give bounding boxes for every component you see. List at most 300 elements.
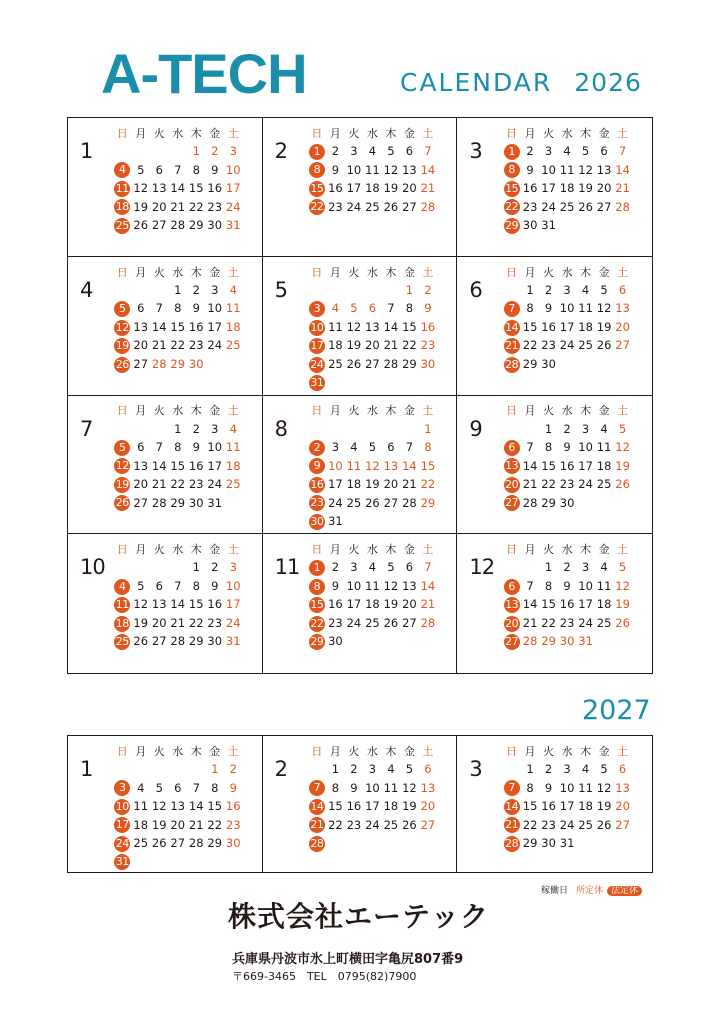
day-cell	[113, 301, 132, 317]
working-day-date: 26	[346, 356, 362, 371]
working-day-date: 3	[563, 282, 571, 297]
working-day-date: 11	[328, 319, 343, 334]
working-day-date: 12	[383, 578, 399, 593]
company-holiday-date: 5	[618, 560, 627, 575]
working-day-date: 28	[170, 218, 186, 232]
legal-holiday-date: 21	[505, 339, 519, 352]
week-row	[502, 457, 632, 476]
company-postal-phone: 〒669-3465 TEL 0795(82)7900	[232, 970, 417, 983]
working-day-date: 18	[365, 597, 380, 612]
company-holiday-date: 19	[615, 597, 630, 612]
working-day-date: 10	[365, 780, 380, 795]
working-day-date: 3	[331, 440, 340, 454]
week-row	[113, 281, 243, 300]
working-day-date: 26	[578, 199, 593, 214]
working-day-date: 9	[563, 440, 571, 454]
working-day-date: 26	[402, 817, 417, 832]
weekday-header: 水	[172, 265, 184, 279]
working-day-date: 19	[596, 319, 612, 334]
legal-holiday-date: 11	[115, 181, 129, 195]
legal-holiday-date: 25	[115, 218, 129, 232]
working-day-date: 9	[544, 301, 553, 316]
legal-holiday-date: 14	[505, 799, 519, 813]
working-day-date: 17	[207, 458, 223, 473]
working-day-date: 10	[578, 440, 593, 454]
working-day-date: 8	[544, 440, 553, 454]
working-day-date: 18	[133, 817, 149, 832]
working-day-date: 22	[522, 817, 538, 832]
working-day-date: 7	[387, 301, 395, 316]
working-day-date: 22	[170, 477, 186, 491]
working-day-date: 10	[541, 162, 556, 177]
working-day-date: 24	[346, 615, 362, 630]
working-day-date: 26	[151, 836, 167, 850]
working-day-date: 22	[188, 199, 204, 214]
working-day-date: 21	[522, 477, 538, 491]
weekday-header: 木	[190, 744, 202, 758]
company-holiday-date: 10	[328, 458, 343, 473]
company-holiday-date: 7	[618, 144, 627, 158]
week-row	[113, 161, 243, 180]
legal-holiday-date: 6	[504, 579, 520, 595]
weekday-header: 木	[385, 265, 397, 279]
company-holiday-date: 12	[365, 458, 380, 473]
working-day-date: 3	[544, 144, 553, 158]
working-day-date: 29	[402, 356, 417, 371]
weekday-header: 土	[227, 744, 239, 758]
working-day-date: 2	[526, 144, 534, 158]
working-day-date: 26	[383, 615, 399, 630]
working-day-date: 27	[365, 356, 380, 371]
company-holiday-date: 16	[420, 319, 436, 334]
legal-holiday-date: 15	[310, 181, 324, 195]
working-day-date: 16	[559, 597, 575, 612]
working-day-date: 9	[211, 578, 219, 593]
day-cell	[113, 854, 132, 870]
day-cell	[308, 375, 327, 391]
month-number: 9	[469, 416, 482, 441]
day-cell	[308, 616, 327, 632]
working-day-date: 13	[402, 162, 417, 177]
working-day-date: 22	[328, 817, 343, 832]
weekday-header: 水	[561, 543, 573, 556]
week-row	[308, 420, 438, 439]
weekday-header: 土	[227, 265, 239, 279]
week-row	[113, 143, 243, 162]
weekday-header: 日	[116, 543, 128, 556]
working-day-date: 1	[526, 762, 534, 776]
working-day-date: 31	[328, 514, 343, 528]
weekday-header: 日	[311, 126, 323, 140]
calendar-title	[400, 70, 642, 95]
legal-holiday-date: 5	[114, 301, 130, 317]
company-holiday-date: 6	[424, 762, 432, 776]
working-day-date: 1	[526, 282, 534, 297]
day-cell	[502, 616, 521, 632]
company-holiday-date: 19	[615, 458, 630, 473]
working-day-date: 20	[151, 615, 167, 630]
working-day-date: 20	[170, 817, 186, 832]
company-holiday-date: 12	[615, 440, 630, 454]
week-row	[308, 457, 438, 476]
working-day-date: 16	[188, 458, 204, 473]
company-holiday-date: 3	[229, 560, 237, 575]
working-day-date: 2	[563, 560, 571, 575]
month-days	[502, 263, 632, 374]
day-cell	[113, 162, 132, 178]
working-day-date: 23	[346, 817, 362, 832]
weekday-header-row	[502, 263, 632, 282]
working-day-date: 31	[541, 218, 556, 232]
legal-holiday-date: 3	[309, 301, 325, 317]
day-cell	[113, 616, 132, 632]
legal-holiday-date: 12	[115, 459, 129, 473]
working-day-date: 23	[522, 199, 538, 214]
working-day-date: 25	[578, 338, 593, 353]
company-logo: A-TECH	[101, 42, 307, 105]
legal-holiday-date: 4	[114, 162, 130, 178]
day-cell	[502, 799, 521, 815]
working-day-date: 27	[133, 356, 149, 371]
working-day-date: 7	[405, 440, 414, 454]
company-holiday-date: 21	[420, 181, 436, 195]
week-row	[308, 143, 438, 162]
day-cell	[308, 301, 327, 317]
working-day-date: 10	[559, 780, 575, 795]
month-block	[68, 257, 263, 396]
week-row	[502, 494, 632, 513]
month-block	[263, 118, 458, 257]
working-day-date: 9	[563, 578, 571, 593]
week-row	[308, 633, 438, 652]
day-cell	[113, 579, 132, 595]
working-day-date: 5	[405, 762, 414, 776]
weekday-header: 日	[116, 404, 128, 418]
weekday-header: 金	[209, 126, 221, 140]
working-day-date: 9	[350, 780, 358, 795]
working-day-date: 8	[174, 301, 182, 316]
week-row	[113, 761, 243, 780]
week-row	[502, 420, 632, 439]
working-day-date: 17	[559, 799, 575, 813]
working-day-date: 27	[402, 615, 417, 630]
weekday-header: 水	[172, 404, 184, 418]
weekday-header: 月	[524, 543, 536, 556]
working-day-date: 24	[541, 199, 556, 214]
working-day-date: 24	[365, 817, 380, 832]
day-cell	[113, 780, 132, 796]
weekday-header: 水	[366, 265, 378, 279]
weekday-header: 火	[543, 543, 555, 556]
company-holiday-date: 2	[229, 762, 237, 776]
working-day-date: 25	[578, 817, 593, 832]
calendar-grid-2026	[67, 117, 653, 674]
working-day-date: 2	[544, 282, 553, 297]
day-cell	[308, 357, 327, 373]
week-row	[502, 161, 632, 180]
weekday-header: 金	[209, 744, 221, 758]
company-holiday-date: 20	[615, 319, 630, 334]
working-day-date: 28	[151, 495, 167, 510]
week-row	[308, 798, 438, 817]
working-day-date: 15	[541, 458, 556, 473]
weekday-header-row	[113, 742, 243, 761]
working-day-date: 17	[578, 458, 593, 473]
week-row	[308, 835, 438, 854]
weekday-header: 土	[227, 126, 239, 140]
working-day-date: 15	[402, 319, 417, 334]
working-day-date: 17	[346, 597, 362, 612]
working-day-date: 21	[170, 615, 186, 630]
working-day-date: 3	[211, 421, 219, 436]
working-day-date: 22	[522, 338, 538, 353]
working-day-date: 13	[151, 597, 167, 612]
working-day-date: 20	[133, 338, 149, 353]
weekday-header: 火	[153, 126, 165, 140]
weekday-header: 土	[422, 265, 434, 279]
week-row	[113, 476, 243, 495]
working-day-date: 2	[350, 762, 358, 776]
working-day-date: 4	[600, 421, 608, 436]
working-day-date: 28	[188, 836, 204, 850]
company-holiday-date: 10	[225, 162, 241, 177]
working-day-date: 2	[211, 560, 219, 575]
legal-holiday-date: 15	[505, 181, 519, 195]
company-holiday-date: 13	[383, 458, 399, 473]
working-day-date: 18	[596, 458, 612, 473]
working-day-date: 11	[578, 301, 593, 316]
working-day-date: 12	[133, 181, 149, 195]
month-number: 1	[80, 757, 93, 781]
company-holiday-date: 13	[615, 780, 630, 795]
working-day-date: 5	[155, 780, 163, 795]
working-day-date: 4	[137, 780, 145, 795]
company-holiday-date: 1	[211, 762, 219, 776]
week-row	[113, 559, 243, 578]
weekday-header: 日	[311, 404, 323, 418]
legal-holiday-date: 22	[310, 200, 324, 214]
working-day-date: 8	[405, 301, 414, 316]
working-day-date: 23	[188, 338, 204, 353]
legal-holiday-date: 31	[115, 855, 129, 869]
week-row	[308, 513, 438, 532]
working-day-date: 19	[133, 199, 149, 214]
weekday-header: 日	[311, 744, 323, 758]
legal-holiday-date: 2	[309, 440, 325, 456]
working-day-date: 22	[541, 477, 556, 491]
week-row	[308, 816, 438, 835]
week-row	[308, 614, 438, 633]
month-block	[457, 396, 652, 535]
working-day-date: 2	[192, 282, 200, 297]
weekday-header: 日	[506, 126, 518, 140]
company-holiday-date: 14	[420, 578, 436, 593]
week-row	[113, 355, 243, 374]
company-holiday-date: 14	[402, 458, 417, 473]
working-day-date: 29	[188, 218, 204, 232]
week-row	[308, 559, 438, 578]
company-holiday-date: 8	[424, 440, 432, 454]
company-holiday-date: 10	[225, 578, 241, 593]
working-day-date: 3	[211, 282, 219, 297]
legal-holiday-date: 3	[114, 780, 130, 796]
working-day-date: 6	[405, 560, 414, 575]
legal-holiday-date: 4	[114, 579, 130, 595]
working-day-date: 29	[170, 495, 186, 510]
legal-holiday-date: 5	[114, 440, 130, 456]
weekday-header: 木	[190, 126, 202, 140]
weekday-header: 月	[329, 404, 341, 418]
working-day-date: 19	[346, 338, 362, 353]
day-cell	[308, 579, 327, 595]
weekday-header: 水	[172, 543, 184, 556]
working-day-date: 19	[578, 181, 593, 195]
working-day-date: 25	[596, 615, 612, 630]
working-day-date: 28	[402, 495, 417, 510]
legal-holiday-date: 10	[115, 799, 129, 813]
working-day-date: 6	[405, 144, 414, 158]
company-holiday-date: 5	[350, 301, 358, 316]
company-holiday-date: 28	[420, 199, 436, 214]
working-day-date: 25	[596, 477, 612, 491]
working-day-date: 27	[133, 495, 149, 510]
working-day-date: 18	[328, 338, 343, 353]
working-day-date: 20	[596, 181, 612, 195]
company-holiday-date: 2	[424, 282, 432, 297]
working-day-date: 5	[137, 162, 145, 177]
working-day-date: 17	[346, 181, 362, 195]
working-day-date: 30	[522, 218, 538, 232]
day-cell	[308, 634, 327, 650]
working-day-date: 27	[151, 218, 167, 232]
weekday-header: 月	[329, 265, 341, 279]
working-day-date: 27	[170, 836, 186, 850]
company-holiday-date: 6	[368, 301, 377, 316]
day-cell	[502, 338, 521, 354]
month-number: 8	[274, 416, 288, 441]
weekday-header: 木	[385, 543, 397, 556]
company-holiday-date: 13	[420, 780, 436, 795]
weekday-header-row	[308, 742, 438, 761]
day-cell	[308, 495, 327, 511]
working-day-date: 28	[383, 356, 399, 371]
working-day-date: 3	[350, 560, 358, 575]
working-day-date: 9	[211, 162, 219, 177]
legend-legal-holiday: 法定休	[607, 886, 642, 896]
weekday-header: 土	[422, 404, 434, 418]
weekday-header: 木	[580, 543, 592, 556]
working-day-date: 30	[207, 634, 223, 649]
weekday-header: 金	[403, 265, 415, 279]
working-day-date: 3	[581, 421, 590, 436]
working-day-date: 31	[207, 495, 223, 510]
weekday-header: 火	[153, 744, 165, 758]
month-block	[457, 118, 652, 257]
working-day-date: 8	[331, 780, 340, 795]
weekday-header: 日	[311, 543, 323, 556]
month-number: 6	[469, 277, 482, 302]
company-name: 株式会社エーテック	[228, 900, 490, 933]
working-day-date: 6	[600, 144, 608, 158]
company-holiday-date: 30	[188, 356, 204, 371]
day-cell	[113, 338, 132, 354]
working-day-date: 12	[596, 301, 612, 316]
week-row	[308, 318, 438, 337]
weekday-header: 水	[561, 126, 573, 140]
working-day-date: 13	[402, 578, 417, 593]
weekday-header: 月	[329, 126, 341, 140]
working-day-date: 22	[207, 817, 223, 832]
week-row	[308, 300, 438, 319]
working-day-date: 6	[155, 162, 163, 177]
week-row	[502, 761, 632, 780]
weekday-header: 月	[135, 404, 147, 418]
company-holiday-date: 11	[225, 301, 241, 316]
working-day-date: 15	[522, 799, 538, 813]
legal-holiday-date: 13	[505, 459, 519, 473]
month-number: 1	[80, 139, 93, 163]
week-row	[113, 614, 243, 633]
legal-holiday-date: 27	[505, 635, 519, 648]
weekday-header-row	[502, 402, 632, 421]
day-cell	[113, 181, 132, 197]
working-day-date: 8	[192, 162, 200, 177]
month-number: 2	[274, 757, 288, 781]
legal-holiday-date: 22	[505, 200, 519, 214]
working-day-date: 12	[578, 162, 593, 177]
working-day-date: 18	[578, 319, 593, 334]
company-holiday-date: 25	[225, 477, 241, 491]
working-day-date: 21	[151, 338, 167, 353]
working-day-date: 16	[522, 181, 538, 195]
working-day-date: 19	[383, 597, 399, 612]
calendar-label: CALENDAR	[400, 68, 553, 97]
working-day-date: 19	[596, 799, 612, 813]
working-day-date: 11	[365, 578, 380, 593]
legal-holiday-date: 6	[504, 440, 520, 456]
month-number: 5	[274, 277, 288, 302]
legal-holiday-date: 21	[310, 818, 324, 832]
working-day-date: 4	[350, 440, 358, 454]
day-cell	[113, 320, 132, 336]
weekday-header: 金	[209, 265, 221, 279]
working-day-date: 4	[387, 762, 395, 776]
working-day-date: 25	[383, 817, 399, 832]
week-row	[308, 161, 438, 180]
company-holiday-date: 7	[424, 144, 432, 158]
week-row	[113, 457, 243, 476]
legal-holiday-date: 19	[115, 339, 129, 352]
month-block	[68, 396, 263, 535]
company-address: 兵庫県丹波市氷上町横田字亀尻807番9	[232, 952, 464, 967]
working-day-date: 7	[526, 440, 534, 454]
weekday-header: 土	[617, 744, 629, 758]
weekday-header: 月	[329, 744, 341, 758]
working-day-date: 29	[522, 836, 538, 850]
working-day-date: 6	[174, 780, 182, 795]
day-cell	[502, 458, 521, 474]
weekday-header: 金	[209, 543, 221, 556]
working-day-date: 9	[331, 162, 340, 177]
weekday-header: 月	[524, 404, 536, 418]
legal-holiday-date: 31	[310, 376, 324, 389]
working-day-date: 12	[151, 799, 167, 813]
legal-holiday-date: 8	[504, 162, 520, 178]
working-day-date: 23	[541, 817, 556, 832]
day-cell	[113, 199, 132, 215]
working-day-date: 10	[207, 440, 223, 454]
legal-holiday-date: 19	[115, 477, 129, 491]
